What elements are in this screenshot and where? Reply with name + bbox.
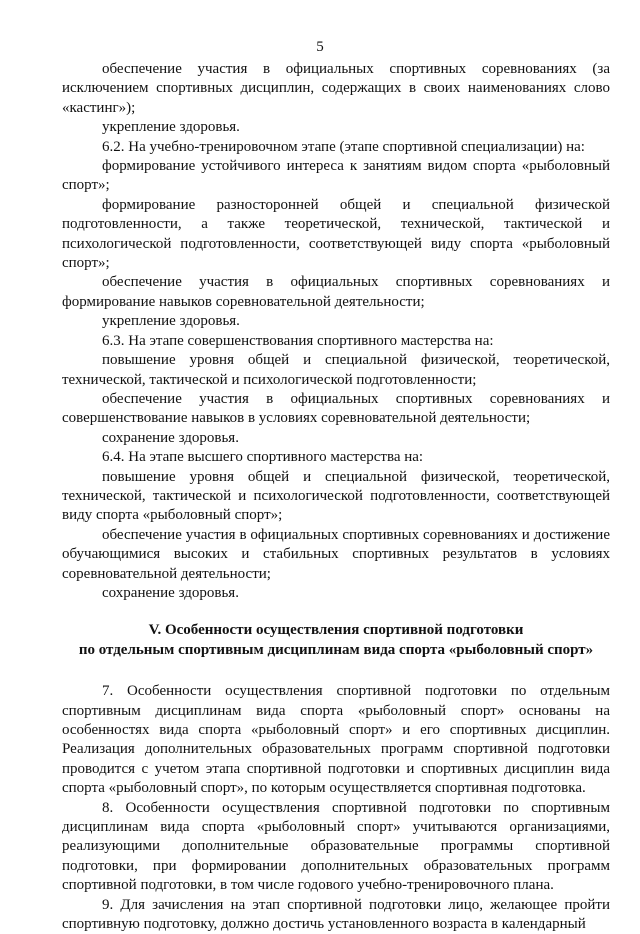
paragraph: 6.3. На этапе совершенствования спортивного мастерства на: [102, 332, 494, 349]
section-heading [62, 621, 610, 660]
paragraph: формирование устойчивого интереса к занятиям видом спорта «рыболовный спорт»; [62, 158, 610, 194]
paragraph: укрепление здоровья. [102, 119, 240, 136]
paragraph: укрепление здоровья. [102, 313, 240, 330]
document-body [62, 60, 610, 934]
page-number: 5 [316, 39, 324, 55]
paragraph: обеспечение участия в официальных спортивных соревнованиях (за исключением спортивных дисциплин, содержащих в своих наименованиях слово «кастинг»); [62, 61, 610, 116]
paragraph: повышение уровня общей и специальной физической, теоретической, технической, тактической и психологической подготовленности; [62, 352, 610, 388]
paragraph: сохранение здоровья. [102, 584, 239, 601]
paragraph: 6.2. На учебно-тренировочном этапе (этапе спортивной специализации) на: [102, 138, 585, 155]
section-heading-line: V. Особенности осуществления спортивной подготовки [148, 622, 524, 639]
section-heading-line: по отдельным спортивным дисциплинам вида спорта «рыболовный спорт» [78, 641, 594, 658]
paragraph: обеспечение участия в официальных спортивных соревнованиях и совершенствование навыков в условиях соревновательной деятельности; [62, 390, 610, 427]
paragraph: 6.4. На этапе высшего спортивного мастерства на: [102, 449, 424, 466]
paragraph: повышение уровня общей и специальной физической, теоретической, технической, тактической и психологической подготовленности, соответствующей виду спорта «рыболовный спорт»; [62, 468, 610, 524]
paragraph: формирование разносторонней общей и специальной физической подготовленности, а также теоретической, технической, тактической и психологической подготовленности, соответствующей виду спорта «рыболовный спорт»; [62, 196, 610, 272]
paragraph: 8. Особенности осуществления спортивной подготовки по спортивным дисциплинам вида спорта «рыболовный спорт» учитываются организациями, реализующими дополнительные образовательные программы спортивной подготовки, при формировании дополнительных образовательных программ спортивной подготовки, в том числе годового учебно-тренировочного плана. [62, 799, 610, 894]
paragraph: сохранение здоровья. [102, 429, 239, 446]
paragraph: 9. Для зачисления на этап спортивной подготовки лицо, желающее пройти спортивную подготовку, должно достичь установленного возраста в календарный [62, 896, 610, 933]
paragraph: обеспечение участия в официальных спортивных соревнованиях и достижение обучающимися высоких и стабильных спортивных результатов в условиях соревновательной деятельности; [62, 526, 610, 582]
paragraph: 7. Особенности осуществления спортивной подготовки по отдельным спортивным дисциплинам вида спорта «рыболовный спорт» основаны на особенностях вида спорта «рыболовный спорт» и его спортивных дисциплин. Реализация дополнительных образовательных программ спортивной подготовки проводится с учетом этапа спортивной подготовки и спортивных дисциплин вида спорта «рыболовный спорт», по которым осуществляется спортивная подготовка. [62, 683, 610, 797]
paragraph: обеспечение участия в официальных спортивных соревнованиях и формирование навыков соревновательной деятельности; [62, 274, 610, 310]
